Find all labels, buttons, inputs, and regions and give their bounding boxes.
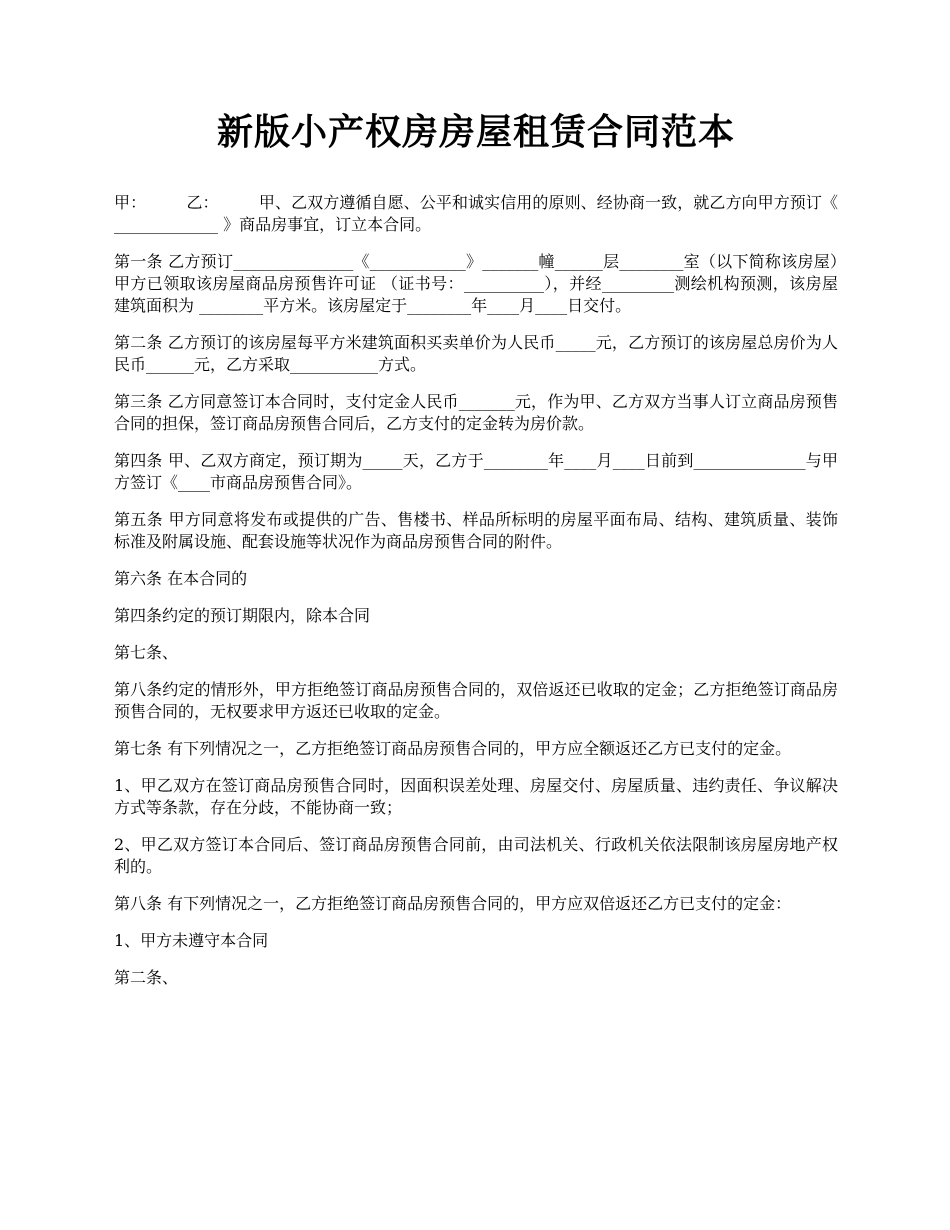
clause-5-paragraph: 第五条 甲方同意将发布或提供的广告、售楼书、样品所标明的房屋平面布局、结构、建筑质量、装饰标准及附属设施、配套设施等状况作为商品房预售合同的附件。 bbox=[114, 510, 838, 551]
clause-7-item-2-paragraph: 2、甲乙双方签订本合同后、签订商品房预售合同前，由司法机关、行政机关依法限制该房屋房地产权利的。 bbox=[114, 835, 838, 876]
clause-2-reference-paragraph: 第二条、 bbox=[114, 968, 179, 987]
clause-8-paragraph: 第八条 有下列情况之一，乙方拒绝签订商品房预售合同的，甲方应双倍返还乙方已支付的定金： bbox=[114, 894, 792, 913]
preamble-paragraph: 甲： 乙： 甲、乙双方遵循自愿、公平和诚实信用的原则、经协商一致，就乙方向甲方预订《 _____________ 》商品房事宜，订立本合同。 bbox=[114, 193, 838, 234]
clause-2-paragraph: 第二条 乙方预订的该房屋每平方米建筑面积买卖单价为人民币_____元，乙方预订的该房屋总房价为人民币______元，乙方采取___________方式。 bbox=[114, 333, 838, 374]
clause-8-reference-paragraph: 第八条约定的情形外，甲方拒绝签订商品房预售合同的，双倍返还已收取的定金；乙方拒绝签订商品房预售合同的，无权要求甲方返还已收取的定金。 bbox=[114, 680, 838, 721]
clause-1-paragraph: 第一条 乙方预订_______________《____________》_______幢______层________室（以下简称该房屋）甲方已领取该房屋商品房预售许可证 （证书号：__________），并经_________测绘机构预测，该房屋建筑面积为 ________平方米。该房屋定于________年____月____日交付。 bbox=[114, 252, 838, 315]
clause-8-item-1-paragraph: 1、甲方未遵守本合同 bbox=[114, 931, 269, 950]
document-title: 新版小产权房房屋租赁合同范本 bbox=[216, 111, 735, 153]
clause-7-reference-paragraph: 第七条、 bbox=[114, 643, 179, 662]
clause-6-paragraph: 第六条 在本合同的 bbox=[114, 569, 248, 588]
clause-7-paragraph: 第七条 有下列情况之一，乙方拒绝签订商品房预售合同的，甲方应全额返还乙方已支付的定金。 bbox=[114, 739, 792, 758]
clause-3-paragraph: 第三条 乙方同意签订本合同时，支付定金人民币_______元，作为甲、乙方双方当事人订立商品房预售合同的担保，签订商品房预售合同后，乙方支付的定金转为房价款。 bbox=[114, 392, 838, 433]
clause-6-continued-paragraph: 第四条约定的预订期限内，除本合同 bbox=[114, 606, 371, 625]
clause-7-item-1-paragraph: 1、甲乙双方在签订商品房预售合同时，因面积误差处理、房屋交付、房屋质量、违约责任、争议解决方式等条款，存在分歧，不能协商一致； bbox=[114, 776, 838, 817]
clause-4-paragraph: 第四条 甲、乙双方商定，预订期为_____天，乙方于________年____月____日前到______________与甲方签订《____市商品房预售合同》。 bbox=[114, 451, 838, 492]
